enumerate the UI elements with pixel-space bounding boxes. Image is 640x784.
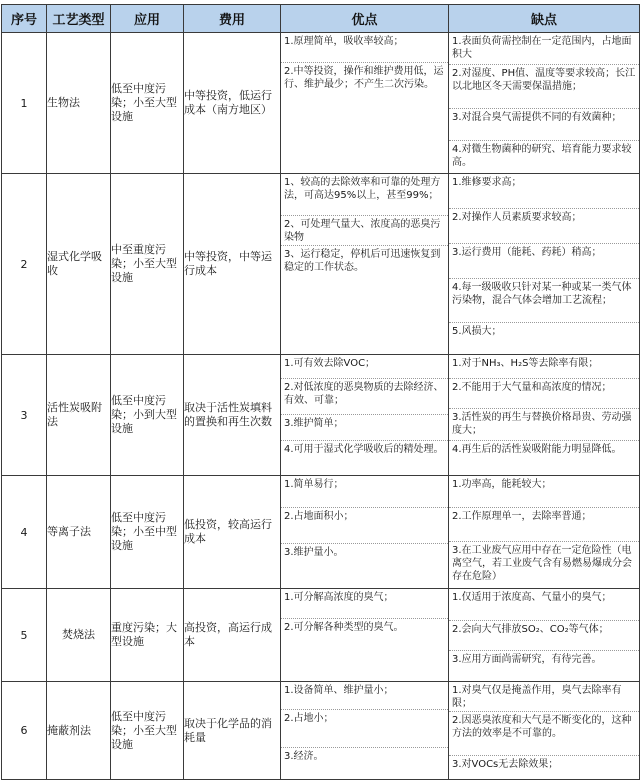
header-pros: 优点	[281, 5, 449, 33]
pro-item: 1.设备简单、维护量小；	[281, 682, 448, 710]
header-row	[2, 5, 640, 33]
row-number: 4	[2, 476, 47, 589]
con-item: 4.再生后的活性炭吸附能力明显降低。	[452, 444, 622, 455]
con-item: 3.运行费用（能耗、药耗）稍高；	[449, 244, 639, 279]
table-row	[2, 33, 640, 174]
pro-item: 2、可处理气量大、浓度高的恶臭污染物	[281, 216, 448, 246]
cons-cell	[449, 589, 640, 682]
pro-item: 3.维护量小。	[284, 547, 344, 558]
pro-item: 2.占地小；	[281, 710, 448, 748]
pros-cell	[281, 589, 449, 682]
con-item: 3.活性炭的再生与替换价格昂贵、劳动强度大；	[449, 409, 639, 441]
con-item: 1.仅适用于浓度高、气量小的臭气；	[449, 589, 639, 621]
application-cell: 低至中度污染；小至大型设施	[111, 33, 184, 174]
pro-item: 2.中等投资，操作和维护费用低，运行、维护最少；不产生二次污染。	[284, 66, 444, 90]
cost-cell: 中等投资，低运行成本（南方地区）	[184, 33, 281, 174]
pro-item: 3、运行稳定，停机后可迅速恢复到稳定的工作状态。	[284, 249, 441, 273]
pro-item: 1、较高的去除效率和可靠的处理方法，可高达95%以上，甚至99%；	[281, 174, 448, 216]
pro-item: 2.占地面积小；	[281, 508, 448, 544]
application-cell: 低至中度污染；小至大型设施	[111, 682, 184, 780]
table-row	[2, 476, 640, 589]
table-row	[2, 589, 640, 682]
con-item: 3.应用方面尚需研究，有待完善。	[452, 654, 602, 665]
pros-cell	[281, 33, 449, 174]
con-item: 2.对操作人员素质要求较高；	[449, 209, 639, 244]
header-cons: 缺点	[449, 5, 640, 33]
con-item: 2.因恶臭浓度和大气是不断变化的，这种方法的效率是不可靠的。	[449, 712, 639, 756]
header-no: 序号	[2, 5, 47, 33]
con-item: 3.对VOCs无去除效果；	[452, 759, 559, 770]
cons-cell	[449, 682, 640, 780]
pro-item: 1.简单易行；	[281, 476, 448, 508]
table-row	[2, 174, 640, 355]
row-number: 3	[2, 355, 47, 476]
cost-cell: 取决于活性炭填料的置换和再生次数	[184, 355, 281, 476]
row-number: 5	[2, 589, 47, 682]
process-type: 生物法	[47, 33, 111, 174]
cons-cell	[449, 355, 640, 476]
pro-item: 3.维护简单；	[281, 415, 448, 441]
application-cell: 中至重度污染；小至大型设施	[111, 174, 184, 355]
pro-item: 1.可分解高浓度的臭气；	[281, 589, 448, 619]
row-number: 6	[2, 682, 47, 780]
con-item: 2.对湿度、PH值、温度等要求较高；长江以北地区冬天需要保温措施；	[449, 65, 639, 109]
pro-item: 1.可有效去除VOC；	[281, 355, 448, 379]
row-number: 1	[2, 33, 47, 174]
con-item: 1.维修要求高；	[449, 174, 639, 209]
cost-cell: 高投资，高运行成本	[184, 589, 281, 682]
con-item: 1.对于NH₃、H₂S等去除率有限；	[449, 355, 639, 379]
pro-item: 4.可用于湿式化学吸收后的精处理。	[284, 444, 444, 455]
con-item: 3.对混合臭气需提供不同的有效菌种；	[449, 109, 639, 141]
table-row	[2, 682, 640, 780]
cons-cell	[449, 33, 640, 174]
table-row	[2, 355, 640, 476]
pros-cell	[281, 682, 449, 780]
header-type: 工艺类型	[47, 5, 111, 33]
pros-cell	[281, 355, 449, 476]
con-item: 4.对微生物菌种的研究、培育能力要求较高。	[452, 144, 632, 168]
con-item: 2.不能用于大气量和高浓度的情况；	[449, 379, 639, 409]
cons-cell	[449, 476, 640, 589]
application-cell: 低至中度污染；小至中型设施	[111, 476, 184, 589]
con-item: 3.在工业废气应用中存在一定危险性（电离空气，若工业废气含有易燃易爆成分会存在危险）	[452, 545, 632, 582]
con-item: 1.对臭气仅是掩盖作用，臭气去除率有限；	[449, 682, 639, 712]
cost-cell: 中等投资，中等运行成本	[184, 174, 281, 355]
process-type: 焚烧法	[47, 589, 111, 682]
pros-cell	[281, 476, 449, 589]
pro-item: 2.对低浓度的恶臭物质的去除经济、有效、可靠；	[281, 379, 448, 415]
pro-item: 3.经济。	[284, 751, 324, 762]
con-item: 1.表面负荷需控制在一定范围内，占地面积大	[449, 33, 639, 65]
process-type: 活性炭吸附法	[47, 355, 111, 476]
deodorization-process-table	[1, 4, 640, 780]
pro-item: 2.可分解各种类型的臭气。	[284, 622, 404, 633]
header-cost: 费用	[184, 5, 281, 33]
application-cell: 重度污染；大型设施	[111, 589, 184, 682]
cons-cell	[449, 174, 640, 355]
application-cell: 低至中度污染；小到大型设施	[111, 355, 184, 476]
con-item: 2.会向大气排放SO₂、CO₂等气体；	[449, 621, 639, 651]
cost-cell: 取决于化学品的消耗量	[184, 682, 281, 780]
row-number: 2	[2, 174, 47, 355]
process-type: 掩蔽剂法	[47, 682, 111, 780]
con-item: 2.工作原理单一，去除率普通；	[449, 508, 639, 542]
pro-item: 1.原理简单，吸收率较高；	[281, 33, 448, 63]
pros-cell	[281, 174, 449, 355]
process-type: 等离子法	[47, 476, 111, 589]
cost-cell: 低投资，较高运行成本	[184, 476, 281, 589]
con-item: 1.功率高，能耗较大；	[449, 476, 639, 508]
con-item: 5.风损大；	[452, 326, 502, 337]
header-application: 应用	[111, 5, 184, 33]
process-type: 湿式化学吸收	[47, 174, 111, 355]
con-item: 4.每一级吸收只针对某一种或某一类气体污染物，混合气体会增加工艺流程；	[449, 279, 639, 323]
